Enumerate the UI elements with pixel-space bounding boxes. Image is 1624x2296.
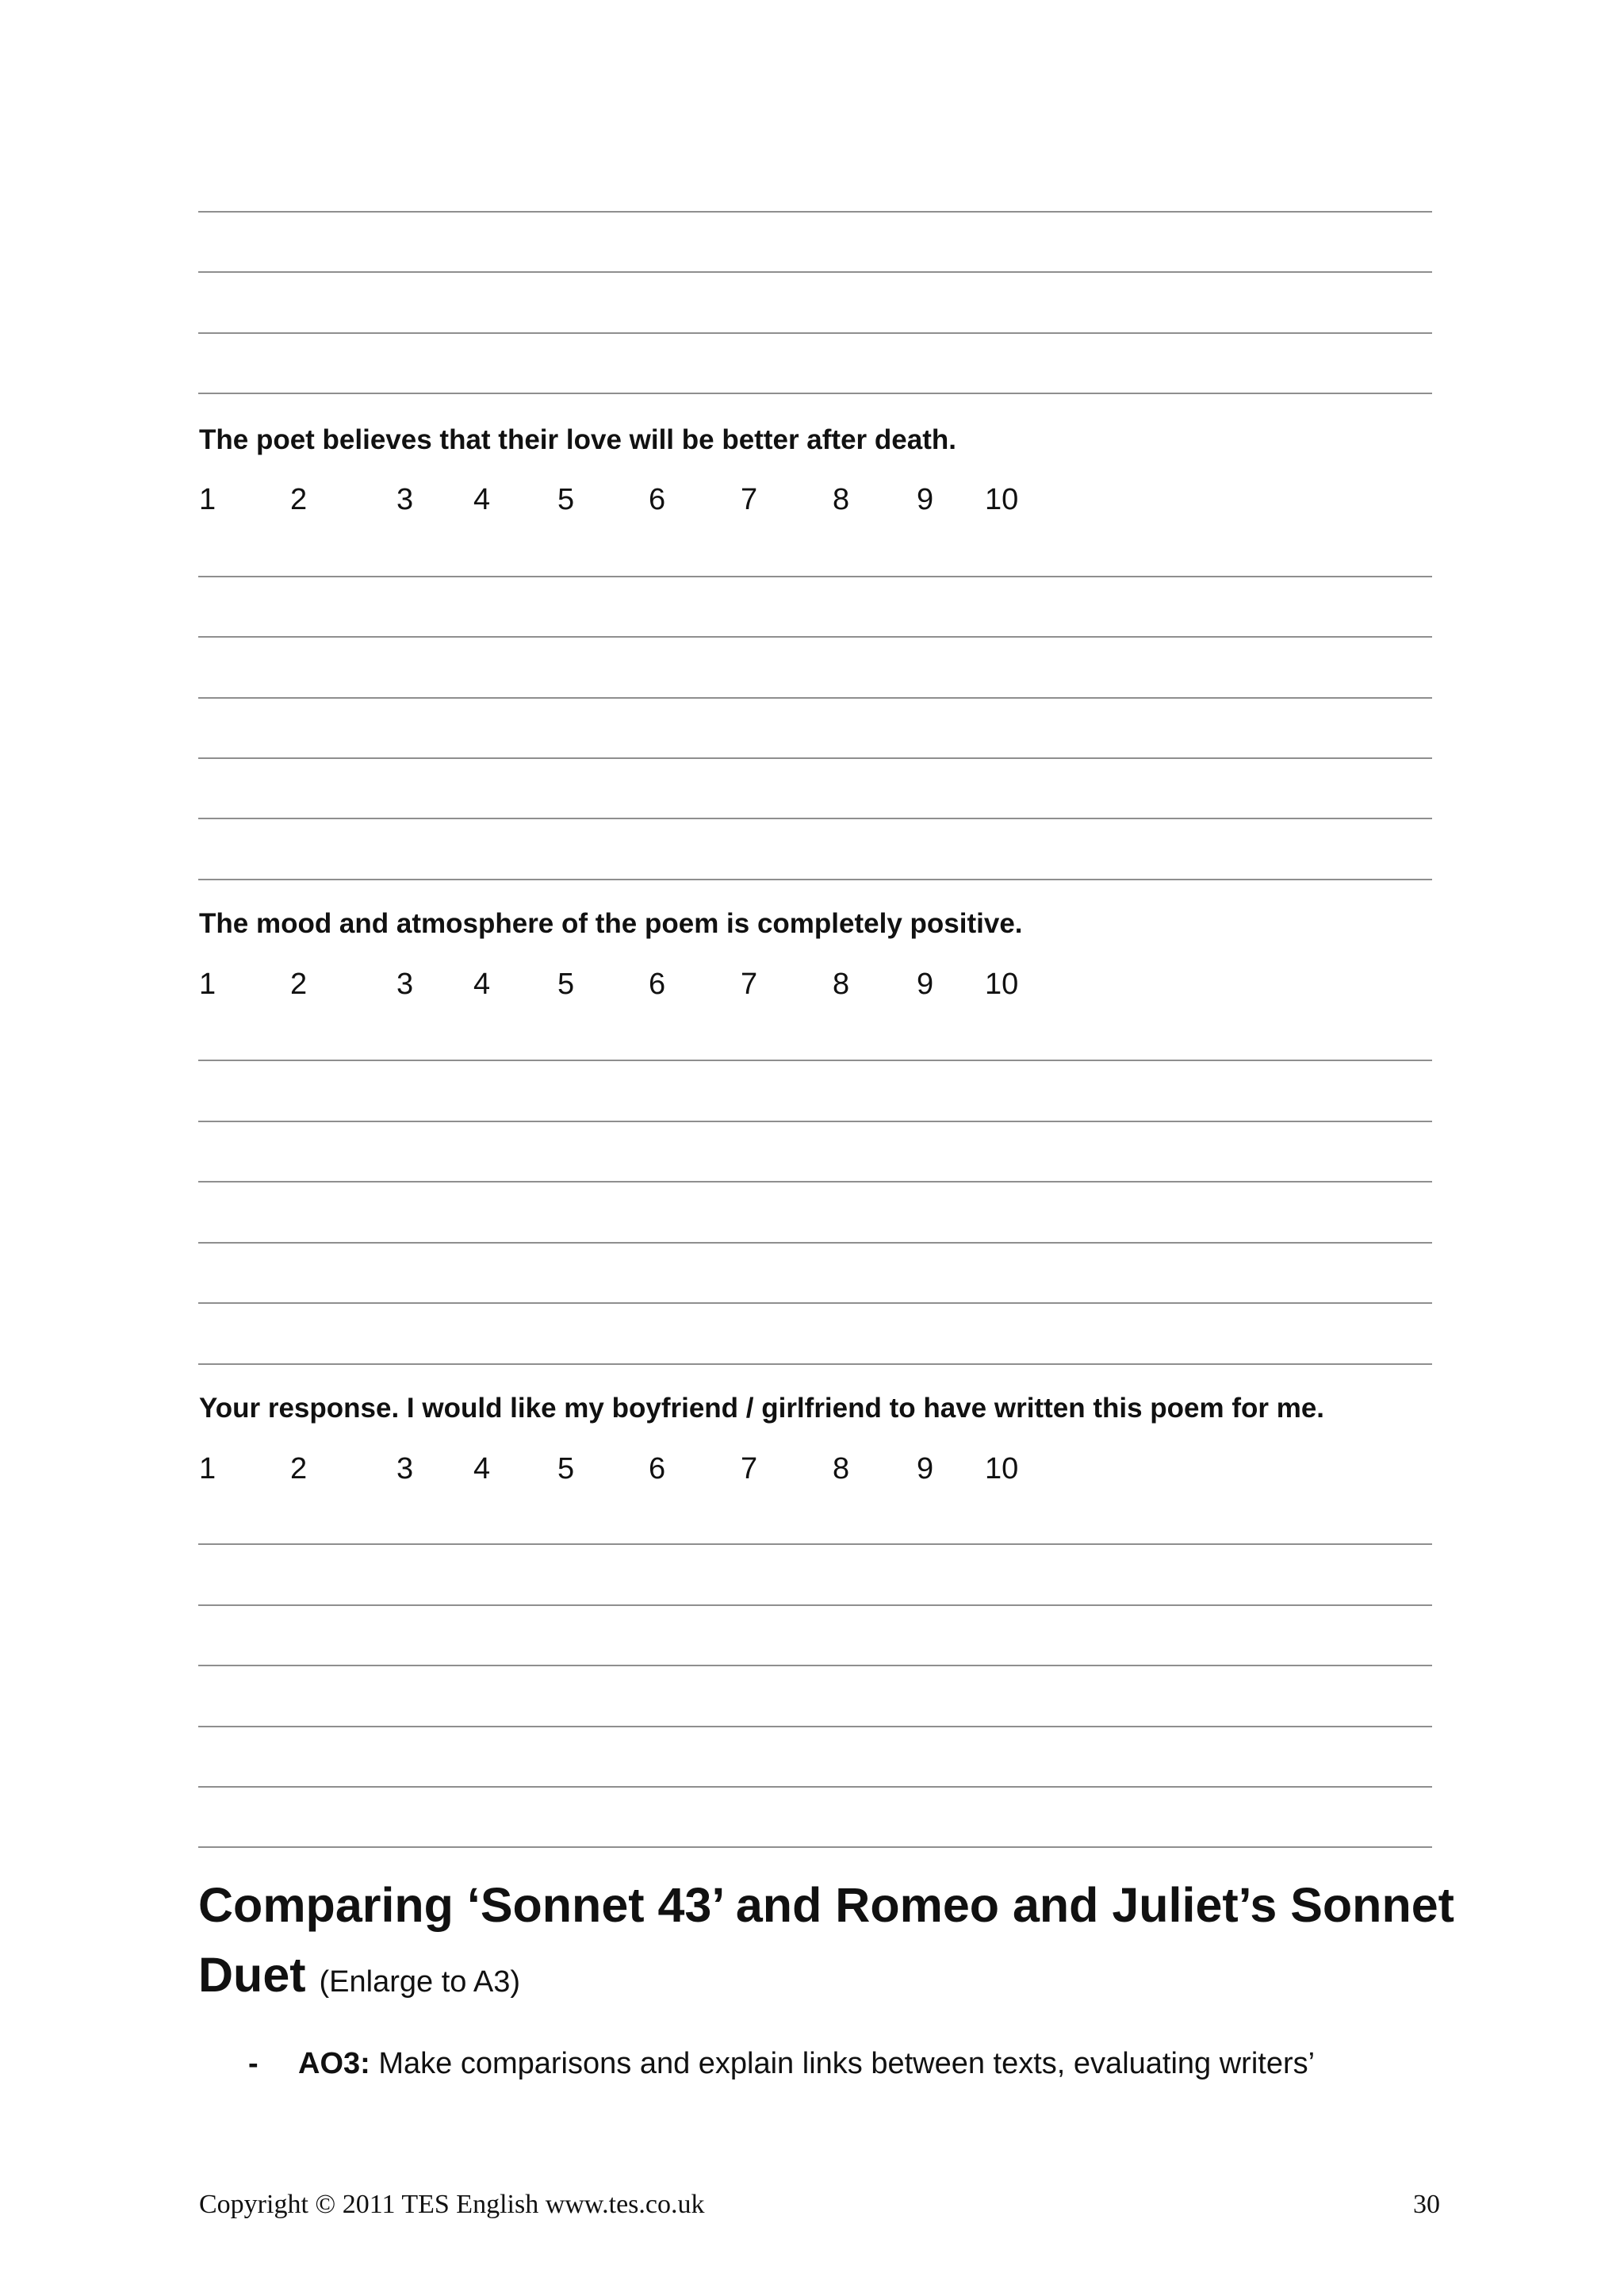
writing-line <box>198 332 1432 334</box>
bullet-item-ao3 <box>298 2045 1315 2083</box>
section-heading-line2 <box>198 1940 1454 2017</box>
section-heading <box>198 1870 1454 2017</box>
rating-option[interactable]: 4 <box>473 968 491 1001</box>
statement-2: The mood and atmosphere of the poem is completely positive. <box>199 908 1023 939</box>
rating-option[interactable]: 2 <box>290 968 308 1001</box>
bullet-text: Make comparisons and explain links between texts, evaluating writers’ <box>378 2047 1316 2080</box>
rating-option[interactable]: 8 <box>833 483 850 516</box>
bullet-dash: - <box>248 2047 259 2080</box>
writing-line <box>198 1181 1432 1182</box>
writing-line <box>198 211 1432 213</box>
rating-option[interactable]: 4 <box>473 483 491 516</box>
rating-option[interactable]: 6 <box>649 1452 666 1485</box>
rating-option[interactable]: 10 <box>985 483 1019 516</box>
footer-page-number: 30 <box>1413 2190 1440 2219</box>
writing-line <box>198 818 1432 819</box>
writing-line <box>198 1665 1432 1666</box>
rating-option[interactable]: 9 <box>917 968 934 1001</box>
writing-line <box>198 1726 1432 1727</box>
writing-line <box>198 1363 1432 1365</box>
rating-option[interactable]: 1 <box>199 968 216 1001</box>
section-heading-duet: Duet <box>198 1948 306 2002</box>
writing-line <box>198 697 1432 699</box>
writing-line <box>198 1543 1432 1545</box>
writing-line <box>198 1846 1432 1848</box>
rating-scale-3 <box>199 1451 1071 1486</box>
rating-option[interactable]: 10 <box>985 968 1019 1001</box>
rating-option[interactable]: 9 <box>917 1452 934 1485</box>
rating-option[interactable]: 7 <box>741 1452 758 1485</box>
footer-copyright: Copyright © 2011 TES English www.tes.co.uk <box>199 2190 705 2219</box>
rating-option[interactable]: 1 <box>199 483 216 516</box>
rating-scale-1 <box>199 482 1071 517</box>
writing-line <box>198 879 1432 880</box>
section-heading-note: (Enlarge to A3) <box>319 1965 520 1999</box>
writing-line <box>198 1786 1432 1788</box>
writing-line <box>198 636 1432 638</box>
writing-line <box>198 393 1432 394</box>
rating-option[interactable]: 6 <box>649 968 666 1001</box>
rating-option[interactable]: 3 <box>396 968 414 1001</box>
rating-option[interactable]: 3 <box>396 1452 414 1485</box>
writing-line <box>198 1604 1432 1606</box>
bullet-label: AO3: <box>298 2047 370 2080</box>
writing-line <box>198 1121 1432 1122</box>
section-heading-line1: Comparing ‘Sonnet 43’ and Romeo and Juliet’s Sonnet <box>198 1878 1454 1932</box>
rating-option[interactable]: 2 <box>290 483 308 516</box>
rating-option[interactable]: 9 <box>917 483 934 516</box>
statement-3: Your response. I would like my boyfriend / girlfriend to have written this poem for me. <box>199 1393 1325 1424</box>
writing-line <box>198 1302 1432 1304</box>
rating-option[interactable]: 3 <box>396 483 414 516</box>
rating-option[interactable]: 5 <box>557 483 575 516</box>
rating-option[interactable]: 5 <box>557 968 575 1001</box>
rating-option[interactable]: 7 <box>741 483 758 516</box>
writing-line <box>198 576 1432 577</box>
rating-option[interactable]: 4 <box>473 1452 491 1485</box>
rating-scale-2 <box>199 967 1071 1002</box>
rating-option[interactable]: 8 <box>833 1452 850 1485</box>
rating-option[interactable]: 6 <box>649 483 666 516</box>
writing-line <box>198 1242 1432 1244</box>
rating-option[interactable]: 10 <box>985 1452 1019 1485</box>
writing-line <box>198 271 1432 273</box>
rating-option[interactable]: 8 <box>833 968 850 1001</box>
rating-option[interactable]: 7 <box>741 968 758 1001</box>
statement-1: The poet believes that their love will be better after death. <box>199 424 956 455</box>
rating-option[interactable]: 2 <box>290 1452 308 1485</box>
writing-line <box>198 757 1432 759</box>
rating-option[interactable]: 5 <box>557 1452 575 1485</box>
rating-option[interactable]: 1 <box>199 1452 216 1485</box>
writing-line <box>198 1060 1432 1061</box>
